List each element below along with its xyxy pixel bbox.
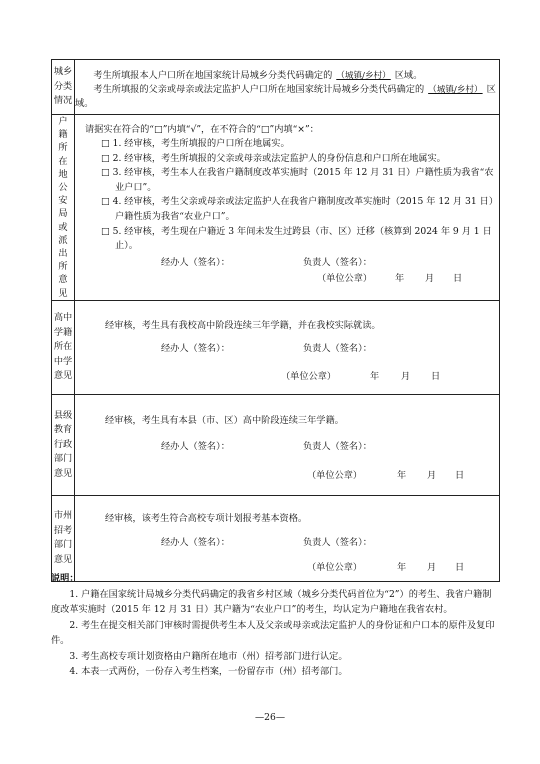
police-label: 户 籍 所 在 地 公 安 局 或 派 出 所 意 见 xyxy=(52,115,75,301)
city-responsible-signature[interactable]: 负责人（签名）： xyxy=(303,536,372,548)
police-year: 年 xyxy=(395,273,405,284)
school-day: 日 xyxy=(431,370,441,382)
county-seal: （单位公章） xyxy=(307,469,363,481)
police-check-3[interactable]: □ 3. 经审核，考生本人在我省户籍制度改革实施时（2015 年 12 月 31 日）户籍性质为我省“农业户口”。 xyxy=(101,167,494,193)
police-day: 日 xyxy=(453,273,463,284)
county-year: 年 xyxy=(397,469,407,481)
city-month: 月 xyxy=(427,561,437,573)
police-month: 月 xyxy=(425,273,435,284)
school-month: 月 xyxy=(401,370,411,382)
city-row xyxy=(52,495,500,581)
county-content xyxy=(75,394,500,495)
school-year: 年 xyxy=(370,370,380,382)
note-item-2: 2. 考生在提交相关部门审核时需提供考生本人及父亲或母亲或法定监护人的身份证和户口本的原件及复印件。 xyxy=(51,619,495,646)
school-responsible-signature[interactable]: 负责人（签名）： xyxy=(303,342,372,354)
school-label: 高中 学籍 所在 中学 意见 xyxy=(52,300,75,394)
police-check-4[interactable]: □ 4. 经审核，考生父亲或母亲或法定监护人在我省户籍制度改革实施时（2015 年 12 月 31 日）户籍性质为我省“农业户口”。 xyxy=(101,196,499,222)
county-handler-signature[interactable]: 经办人（签名）： xyxy=(161,440,230,452)
urban-rural-line-2: 考生所填报的父亲或母亲或法定监护人户口所在地国家统计局城乡分类代码确定的 （城镇/乡村） 区域。 xyxy=(75,84,496,109)
police-intro: 请据实在符合的“□”内填“√”，在不符合的“□”内填“×”： xyxy=(85,124,319,135)
city-seal: （单位公章） xyxy=(307,561,363,573)
notes-section xyxy=(51,571,500,680)
county-label: 县级 教育 行政 部门 意见 xyxy=(52,394,75,495)
note-item-3: 3. 考生高校专项计划资格由户籍所在地市（州）招考部门进行认定。 xyxy=(69,650,348,662)
city-opinion-text: 经审核，该考生符合高校专项计划报考基本资格。 xyxy=(105,512,308,524)
city-day: 日 xyxy=(455,561,465,573)
notes-title: 说明： xyxy=(51,573,79,584)
school-seal: （单位公章） xyxy=(281,370,337,382)
county-month: 月 xyxy=(427,469,437,481)
police-check-5[interactable]: □ 5. 经审核，考生现在户籍近 3 年间未发生过跨县（市、区）迁移（核算到 2024 年 9 月 1 日止）。 xyxy=(101,225,492,252)
urban-rural-line-1: 考生所填报本人户口所在地国家统计局城乡分类代码确定的 （城镇/乡村） 区域。 xyxy=(93,70,423,81)
police-check-1[interactable]: □ 1. 经审核，考生所填报的户口所在地属实。 xyxy=(101,138,290,149)
police-row xyxy=(52,115,500,301)
city-content xyxy=(75,495,500,581)
urban-rural-fill-1[interactable]: （城镇/乡村） xyxy=(336,71,391,81)
verification-form-table xyxy=(51,59,500,582)
county-responsible-signature[interactable]: 负责人（签名）： xyxy=(303,440,372,452)
urban-rural-fill-2[interactable]: （城镇/乡村） xyxy=(428,85,483,95)
county-day: 日 xyxy=(455,469,465,481)
police-check-2[interactable]: □ 2. 经审核，考生所填报的父亲或母亲或法定监护人的身份信息和户口所在地属实。 xyxy=(101,152,446,164)
county-row xyxy=(52,394,500,495)
note-item-4: 4. 本表一式两份，一份存入考生档案，一份留存市（州）招考部门。 xyxy=(69,666,348,677)
urban-rural-label: 城乡 分类 情况 xyxy=(52,60,75,115)
city-handler-signature[interactable]: 经办人（签名）： xyxy=(161,536,230,548)
school-opinion-text: 经审核，考生具有我校高中阶段连续三年学籍，并在我校实际就读。 xyxy=(105,319,381,331)
county-opinion-text: 经审核，考生具有本县（市、区）高中阶段连续三年学籍。 xyxy=(105,414,344,426)
police-handler-signature[interactable]: 经办人（签名）： xyxy=(161,257,230,268)
note-item-1: 1. 户籍在国家统计局城乡分类代码确定的我省乡村区域（城乡分类代码首位为“2”）的考生、我省户籍制度改革实施时（2015 年 12 月 31 日）其户籍为“农业户口”的考生，均认定为户籍地在我省农村。 xyxy=(51,588,492,615)
urban-rural-row xyxy=(52,60,500,115)
school-handler-signature[interactable]: 经办人（签名）： xyxy=(161,342,230,354)
city-year: 年 xyxy=(397,561,407,573)
page-number: —26— xyxy=(254,712,286,723)
police-seal: （单位公章） xyxy=(317,273,373,284)
police-responsible-signature[interactable]: 负责人（签名）： xyxy=(303,257,372,268)
city-label: 市州 招考 部门 意见 xyxy=(52,495,75,581)
police-content xyxy=(75,115,500,301)
school-content xyxy=(75,300,500,394)
urban-rural-content xyxy=(75,60,500,115)
school-row xyxy=(52,300,500,394)
